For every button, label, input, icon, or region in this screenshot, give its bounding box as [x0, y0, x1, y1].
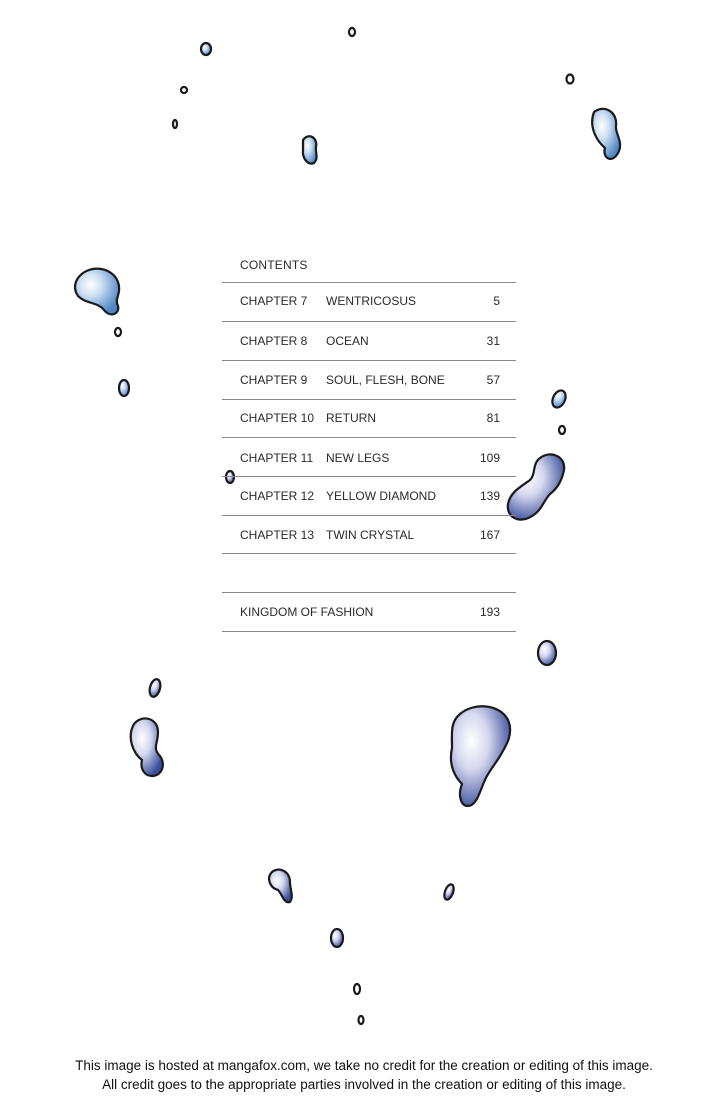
chapter-row[interactable]	[222, 282, 516, 320]
droplet	[559, 426, 565, 434]
droplet	[115, 328, 121, 336]
droplet	[75, 269, 119, 315]
chapter-title: TWIN CRYSTAL	[326, 528, 415, 542]
chapter-number: CHAPTER 11	[240, 451, 314, 465]
chapter-number: CHAPTER 7	[240, 294, 308, 308]
divider	[222, 631, 516, 632]
chapter-number: CHAPTER 10	[240, 411, 315, 425]
chapter-page: 57	[486, 373, 500, 387]
droplet	[119, 380, 129, 396]
chapter-row[interactable]	[222, 361, 516, 399]
extra-story-row[interactable]	[222, 593, 516, 631]
hosting-disclaimer-line-1: This image is hosted at mangafox.com, we take no credit for the creation or editing of this image.	[75, 1058, 653, 1073]
droplet	[303, 136, 317, 163]
extra-title: KINGDOM OF FASHION	[240, 605, 374, 619]
droplet	[349, 28, 355, 36]
chapter-row[interactable]	[222, 399, 516, 437]
chapter-title: WENTRICOSUS	[326, 294, 416, 308]
chapter-page: 31	[486, 334, 500, 348]
hosting-disclaimer-line-2: All credit goes to the appropriate parties involved in the creation or editing of this image.	[102, 1077, 626, 1092]
droplet	[181, 87, 187, 93]
extra-page: 193	[479, 605, 500, 619]
droplet	[173, 120, 177, 128]
chapter-number: CHAPTER 9	[240, 373, 308, 387]
chapter-number: CHAPTER 13	[240, 528, 315, 542]
droplet	[451, 706, 510, 806]
droplet	[567, 75, 574, 84]
chapter-title: RETURN	[326, 411, 376, 425]
divider	[222, 437, 516, 438]
droplet	[359, 1016, 364, 1024]
chapter-page: 5	[493, 294, 500, 308]
chapter-page: 109	[479, 451, 500, 465]
chapter-row[interactable]	[222, 439, 516, 477]
chapter-row[interactable]	[222, 477, 516, 515]
chapter-page: 167	[479, 528, 500, 542]
droplet	[508, 454, 564, 519]
droplet	[269, 870, 292, 903]
chapter-row[interactable]	[222, 322, 516, 360]
droplet	[131, 718, 163, 776]
droplet	[148, 678, 162, 698]
chapter-number: CHAPTER 12	[240, 489, 315, 503]
droplet	[550, 388, 568, 409]
chapter-title: NEW LEGS	[326, 451, 390, 465]
droplet	[443, 883, 456, 901]
droplet	[201, 43, 211, 55]
chapter-title: YELLOW DIAMOND	[326, 489, 437, 503]
droplet	[592, 109, 620, 159]
droplet	[331, 929, 343, 947]
contents-heading: CONTENTS	[240, 258, 308, 272]
chapter-title: OCEAN	[326, 334, 369, 348]
chapter-page: 139	[479, 489, 500, 503]
divider	[222, 553, 516, 554]
droplet	[354, 984, 360, 994]
chapter-row[interactable]	[222, 516, 516, 554]
chapter-page: 81	[486, 411, 500, 425]
chapter-number: CHAPTER 8	[240, 334, 308, 348]
droplet	[538, 641, 556, 665]
chapter-title: SOUL, FLESH, BONE	[326, 373, 445, 387]
